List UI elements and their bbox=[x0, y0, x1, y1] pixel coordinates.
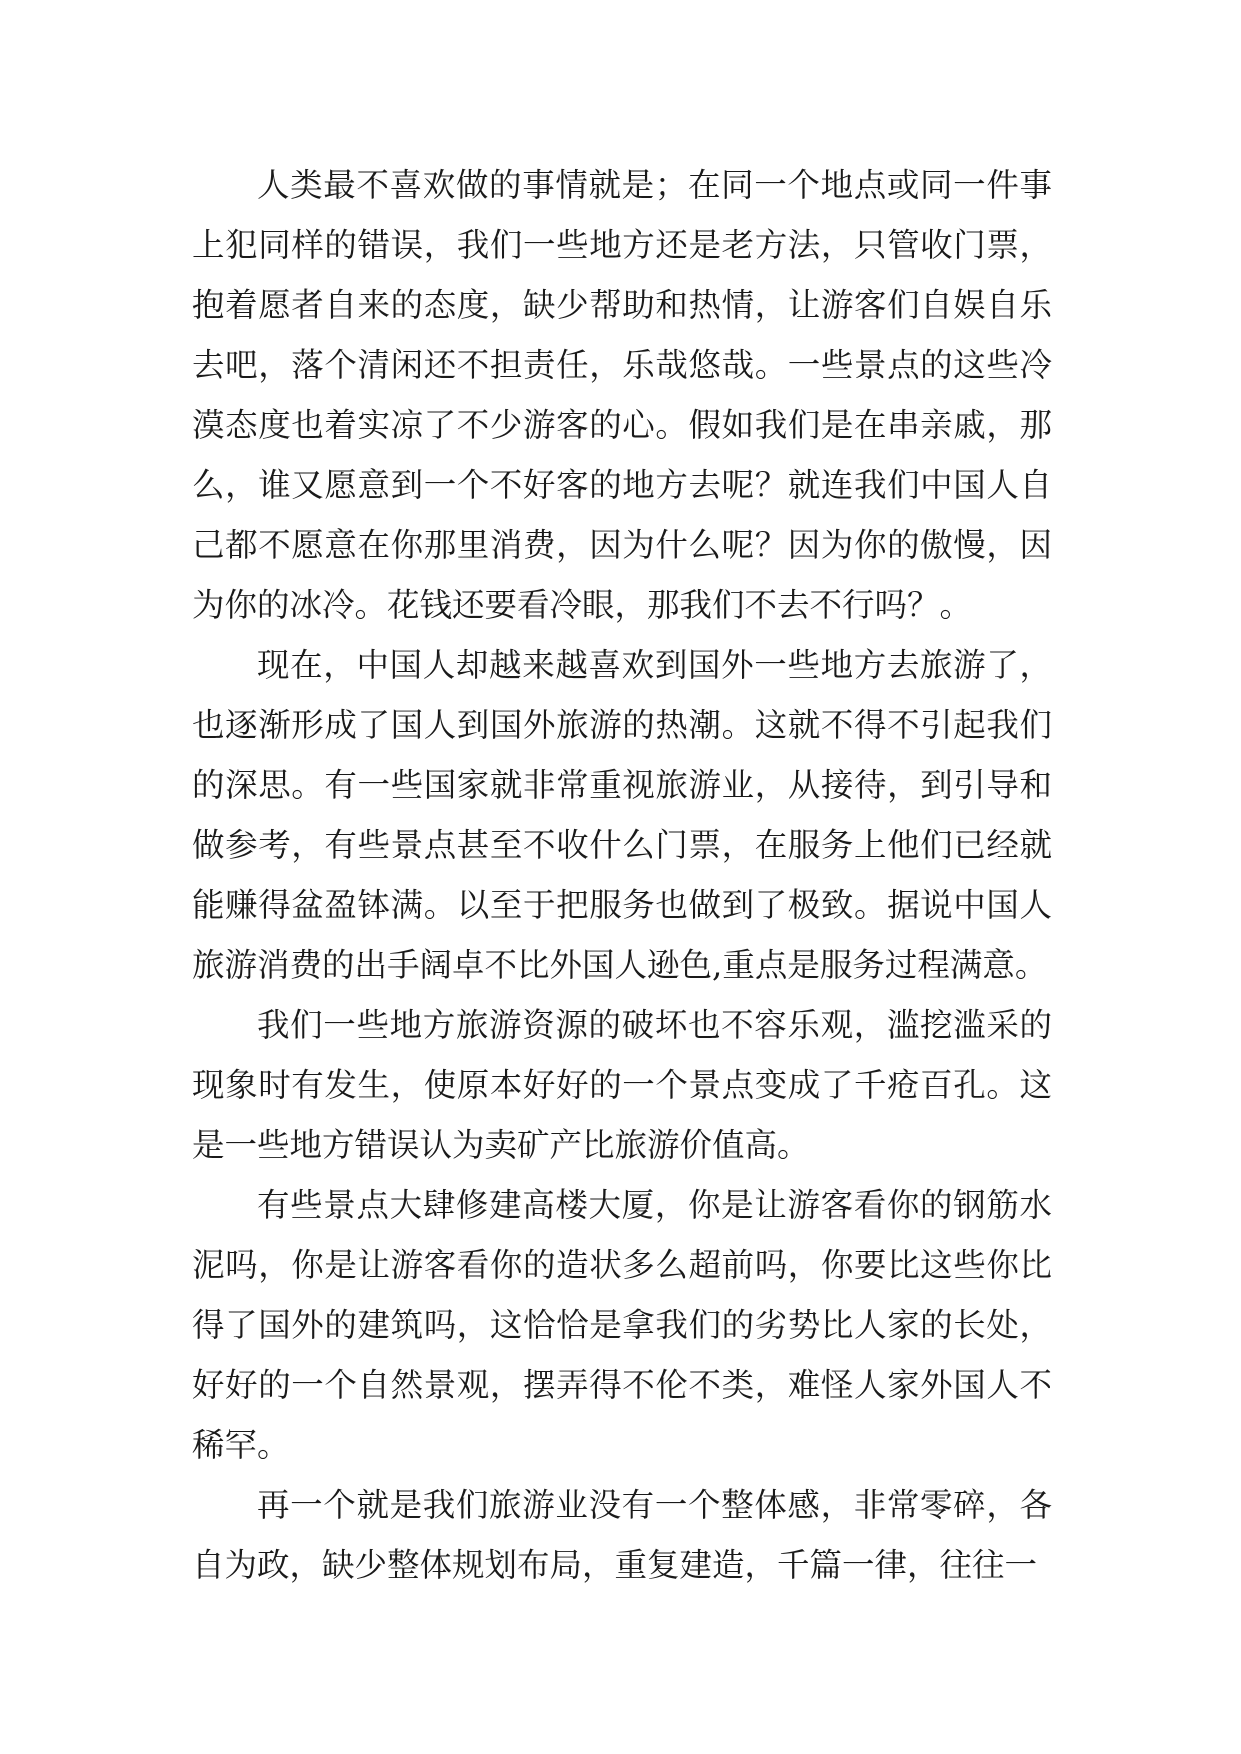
body-text bbox=[192, 155, 1052, 1595]
paragraph-4: 有些景点大肆修建高楼大厦，你是让游客看你的钢筋水泥吗，你是让游客看你的造状多么超前吗，你要比这些你比得了国外的建筑吗，这恰恰是拿我们的劣势比人家的长处，好好的一个自然景观，摆弄得不伦不类，难怪人家外国人不稀罕。 bbox=[192, 1186, 1052, 1464]
paragraph-2: 现在，中国人却越来越喜欢到国外一些地方去旅游了，也逐渐形成了国人到国外旅游的热潮。这就不得不引起我们的深思。有一些国家就非常重视旅游业，从接待，到引导和做参考，有些景点甚至不收什么门票，在服务上他们已经就能赚得盆盈钵满。以至于把服务也做到了极致。据说中国人旅游消费的出手阔卓不比外国人逊色,重点是服务过程满意。 bbox=[192, 646, 1052, 984]
paragraph-3: 我们一些地方旅游资源的破坏也不容乐观，滥挖滥采的现象时有发生，使原本好好的一个景点变成了千疮百孔。这是一些地方错误认为卖矿产比旅游价值高。 bbox=[192, 1006, 1052, 1164]
paragraph-1: 人类最不喜欢做的事情就是；在同一个地点或同一件事上犯同样的错误，我们一些地方还是老方法，只管收门票，抱着愿者自来的态度，缺少帮助和热情，让游客们自娱自乐去吧，落个清闲还不担责任，乐哉悠哉。一些景点的这些冷漠态度也着实凉了不少游客的心。假如我们是在串亲戚，那么，谁又愿意到一个不好客的地方去呢？就连我们中国人自己都不愿意在你那里消费，因为什么呢？因为你的傲慢，因为你的冰冷。花钱还要看冷眼，那我们不去不行吗？。 bbox=[192, 166, 1052, 624]
paragraph-5: 再一个就是我们旅游业没有一个整体感，非常零碎，各自为政，缺少整体规划布局，重复建造，千篇一律，往往一 bbox=[192, 1486, 1052, 1584]
